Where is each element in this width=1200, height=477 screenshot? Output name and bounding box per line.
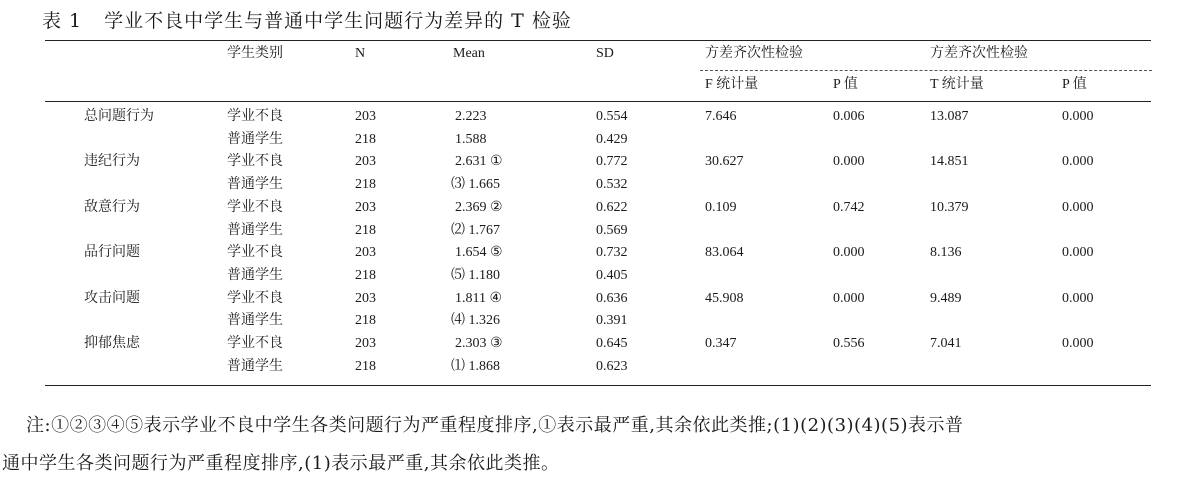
header-levene: 方差齐次性检验 (705, 46, 803, 61)
cell-t-statistic: 8.136 (930, 245, 962, 261)
cell-f-statistic: 0.347 (705, 336, 737, 351)
cell-n: 218 (355, 131, 376, 147)
cell-p-value-ttest: 0.000 (1062, 109, 1094, 124)
cell-sd: 0.732 (596, 245, 628, 261)
table-note-line2: 通中学生各类问题行为严重程度排序,(1)表示最严重,其余依此类推。 (2, 453, 560, 474)
cell-sd: 0.532 (596, 177, 628, 193)
cell-t-statistic: 9.489 (930, 290, 962, 306)
cell-n: 203 (355, 336, 376, 351)
cell-p-value-ttest: 0.000 (1062, 154, 1094, 170)
cell-n: 203 (355, 154, 376, 170)
row-behavior-label: 攻击问题 (84, 290, 140, 306)
cell-n: 203 (355, 199, 376, 215)
cell-student-type: 学业不良 (227, 290, 283, 306)
row-behavior-label: 敌意行为 (84, 199, 140, 215)
bottom-rule (45, 385, 1151, 386)
cell-n: 203 (355, 109, 376, 124)
cell-student-type: 学业不良 (227, 245, 283, 261)
table-title (42, 6, 572, 33)
header-dashed-rule (700, 70, 1152, 71)
cell-n: 203 (355, 290, 376, 306)
cell-p-value-ttest: 0.000 (1062, 290, 1094, 306)
cell-sd: 0.645 (596, 336, 628, 351)
header-p2: P 值 (1062, 77, 1087, 92)
cell-p-value-ttest: 0.000 (1062, 336, 1094, 351)
cell-n: 218 (355, 222, 376, 238)
row-behavior-label: 违纪行为 (84, 154, 140, 170)
cell-student-type: 学业不良 (227, 109, 283, 124)
cell-p-value-ttest: 0.000 (1062, 245, 1094, 261)
cell-sd: 0.405 (596, 267, 628, 283)
cell-t-statistic: 7.041 (930, 336, 962, 351)
cell-p-value-levene: 0.556 (833, 336, 865, 351)
cell-mean: 1.811 ④ (455, 290, 503, 306)
cell-mean: 2.369 ② (455, 199, 503, 215)
cell-f-statistic: 30.627 (705, 154, 744, 170)
table-note-line1: 注:①②③④⑤表示学业不良中学生各类问题行为严重程度排序,①表示最严重,其余依此类推;(1)(2)(3)(4)(5)表示普 (26, 415, 964, 436)
cell-sd: 0.623 (596, 358, 628, 374)
header-f: F 统计量 (705, 77, 759, 92)
cell-mean: 1.654 ⑤ (455, 245, 503, 261)
cell-sd: 0.429 (596, 131, 628, 147)
cell-mean: ⑸ 1.180 (451, 267, 500, 283)
cell-student-type: 普通学生 (227, 313, 283, 329)
cell-n: 218 (355, 177, 376, 193)
cell-p-value-levene: 0.000 (833, 290, 865, 306)
cell-p-value-levene: 0.000 (833, 154, 865, 170)
cell-mean: ⑶ 1.665 (451, 177, 500, 193)
cell-student-type: 普通学生 (227, 177, 283, 193)
header-ttest: 方差齐次性检验 (930, 46, 1028, 61)
cell-mean: ⑵ 1.767 (451, 222, 500, 238)
header-student-type: 学生类别 (227, 46, 283, 61)
cell-student-type: 学业不良 (227, 154, 283, 170)
cell-sd: 0.636 (596, 290, 628, 306)
row-behavior-label: 品行问题 (84, 245, 140, 261)
cell-sd: 0.391 (596, 313, 628, 329)
header-t: T 统计量 (930, 77, 984, 92)
top-rule (45, 40, 1151, 41)
header-p1: P 值 (833, 77, 858, 92)
cell-student-type: 普通学生 (227, 222, 283, 238)
table-title-text: 学业不良中学生与普通中学生问题行为差异的 T 检验 (104, 10, 572, 32)
header-n: N (355, 46, 366, 61)
row-behavior-label: 抑郁焦虑 (84, 336, 140, 351)
cell-p-value-levene: 0.006 (833, 109, 865, 124)
header-rule (45, 101, 1151, 102)
cell-mean: 1.588 (455, 131, 487, 147)
cell-p-value-levene: 0.742 (833, 199, 865, 215)
cell-student-type: 普通学生 (227, 267, 283, 283)
cell-sd: 0.622 (596, 199, 628, 215)
cell-student-type: 普通学生 (227, 358, 283, 374)
cell-sd: 0.569 (596, 222, 628, 238)
row-behavior-label: 总问题行为 (84, 109, 154, 124)
cell-student-type: 普通学生 (227, 131, 283, 147)
cell-mean: 2.303 ③ (455, 336, 503, 351)
cell-t-statistic: 14.851 (930, 154, 969, 170)
cell-mean: 2.631 ① (455, 154, 503, 170)
cell-f-statistic: 0.109 (705, 199, 737, 215)
cell-t-statistic: 13.087 (930, 109, 969, 124)
header-mean: Mean (453, 46, 485, 61)
cell-n: 203 (355, 245, 376, 261)
cell-p-value-ttest: 0.000 (1062, 199, 1094, 215)
cell-student-type: 学业不良 (227, 336, 283, 351)
cell-n: 218 (355, 267, 376, 283)
cell-mean: 2.223 (455, 109, 487, 124)
cell-t-statistic: 10.379 (930, 199, 969, 215)
cell-f-statistic: 7.646 (705, 109, 737, 124)
cell-f-statistic: 45.908 (705, 290, 744, 306)
cell-n: 218 (355, 313, 376, 329)
cell-p-value-levene: 0.000 (833, 245, 865, 261)
cell-sd: 0.772 (596, 154, 628, 170)
table-label: 表 1 (42, 10, 83, 32)
header-sd: SD (596, 46, 614, 61)
cell-sd: 0.554 (596, 109, 628, 124)
cell-mean: ⑴ 1.868 (451, 358, 500, 374)
cell-mean: ⑷ 1.326 (451, 313, 500, 329)
cell-n: 218 (355, 358, 376, 374)
cell-f-statistic: 83.064 (705, 245, 744, 261)
cell-student-type: 学业不良 (227, 199, 283, 215)
